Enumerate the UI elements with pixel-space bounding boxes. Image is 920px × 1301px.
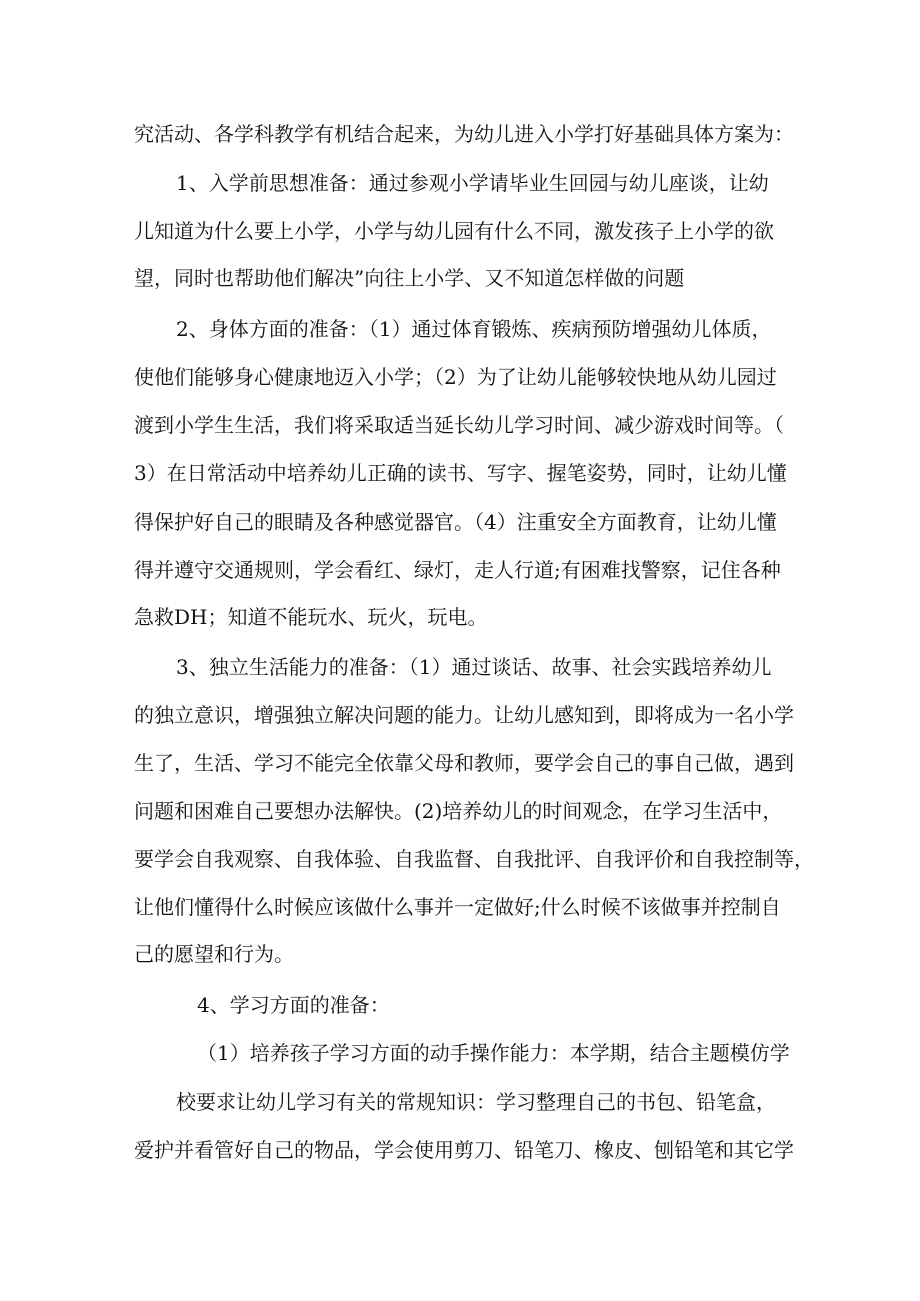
text-line: 校要求让幼儿学习有关的常规知识：学习整理自己的书包、铅笔盒， — [176, 1090, 776, 1114]
text-line: （1）培养孩子学习方面的动手操作能力：本学期，结合主题模仿学 — [197, 1041, 790, 1065]
text-line: 爱护并看管好自己的物品，学会使用剪刀、铅笔刀、橡皮、刨铅笔和其它学 — [134, 1138, 794, 1162]
text-line: 问题和困难自己要想办法解快。(2)培养幼儿的时间观念，在学习生活中， — [134, 799, 783, 823]
text-line: 的独立意识，增强独立解决问题的能力。让幼儿感知到，即将成为一名小学 — [134, 703, 794, 727]
text-line: 生了，生活、学习不能完全依靠父母和教师，要学会自己的事自己做，遇到 — [134, 751, 794, 775]
text-line: 究活动、各学科教学有机结合起来，为幼儿进入小学打好基础具体方案为： — [134, 122, 794, 146]
text-line: 渡到小学生生活，我们将采取适当延长幼儿学习时间、减少游戏时间等。（ — [134, 413, 784, 437]
text-line: 让他们懂得什么时候应该做什么事并一定做好;什么时候不该做事并控制自 — [134, 895, 781, 919]
section-heading: 4、学习方面的准备： — [197, 993, 390, 1017]
text-line: 使他们能够身心健康地迈入小学；（2）为了让幼儿能够较快地从幼儿园过 — [134, 365, 777, 389]
text-line: 得并遵守交通规则，学会看红、绿灯，走人行道;有困难找警察，记住各种 — [134, 558, 781, 582]
text-line: 望，同时也帮助他们解决”向往上小学、又不知道怎样做的问题 — [134, 266, 685, 290]
text-line: 3）在日常活动中培养幼儿正确的读书、写字、握笔姿势，同时，让幼儿懂 — [134, 461, 787, 485]
text-line: 1、入学前思想准备：通过参观小学请毕业生回园与幼儿座谈，让幼 — [176, 171, 769, 195]
text-line: 3、独立生活能力的准备：（1）通过谈话、故事、社会实践培养幼儿 — [176, 655, 772, 679]
text-line: 儿知道为什么要上小学，小学与幼儿园有什么不同，激发孩子上小学的欲 — [134, 219, 774, 243]
text-line: 得保护好自己的眼睛及各种感觉器官。（4）注重安全方面教育，让幼儿懂 — [134, 510, 777, 534]
text-line: 2、身体方面的准备：（1）通过体育锻炼、疾病预防增强幼儿体质， — [176, 317, 772, 341]
text-line: 要学会自我观察、自我体验、自我监督、自我批评、自我评价和自我控制等， — [134, 847, 814, 871]
text-line: 己的愿望和行为。 — [134, 942, 294, 966]
text-line: 急救DH；知道不能玩水、玩火，玩电。 — [134, 605, 488, 629]
